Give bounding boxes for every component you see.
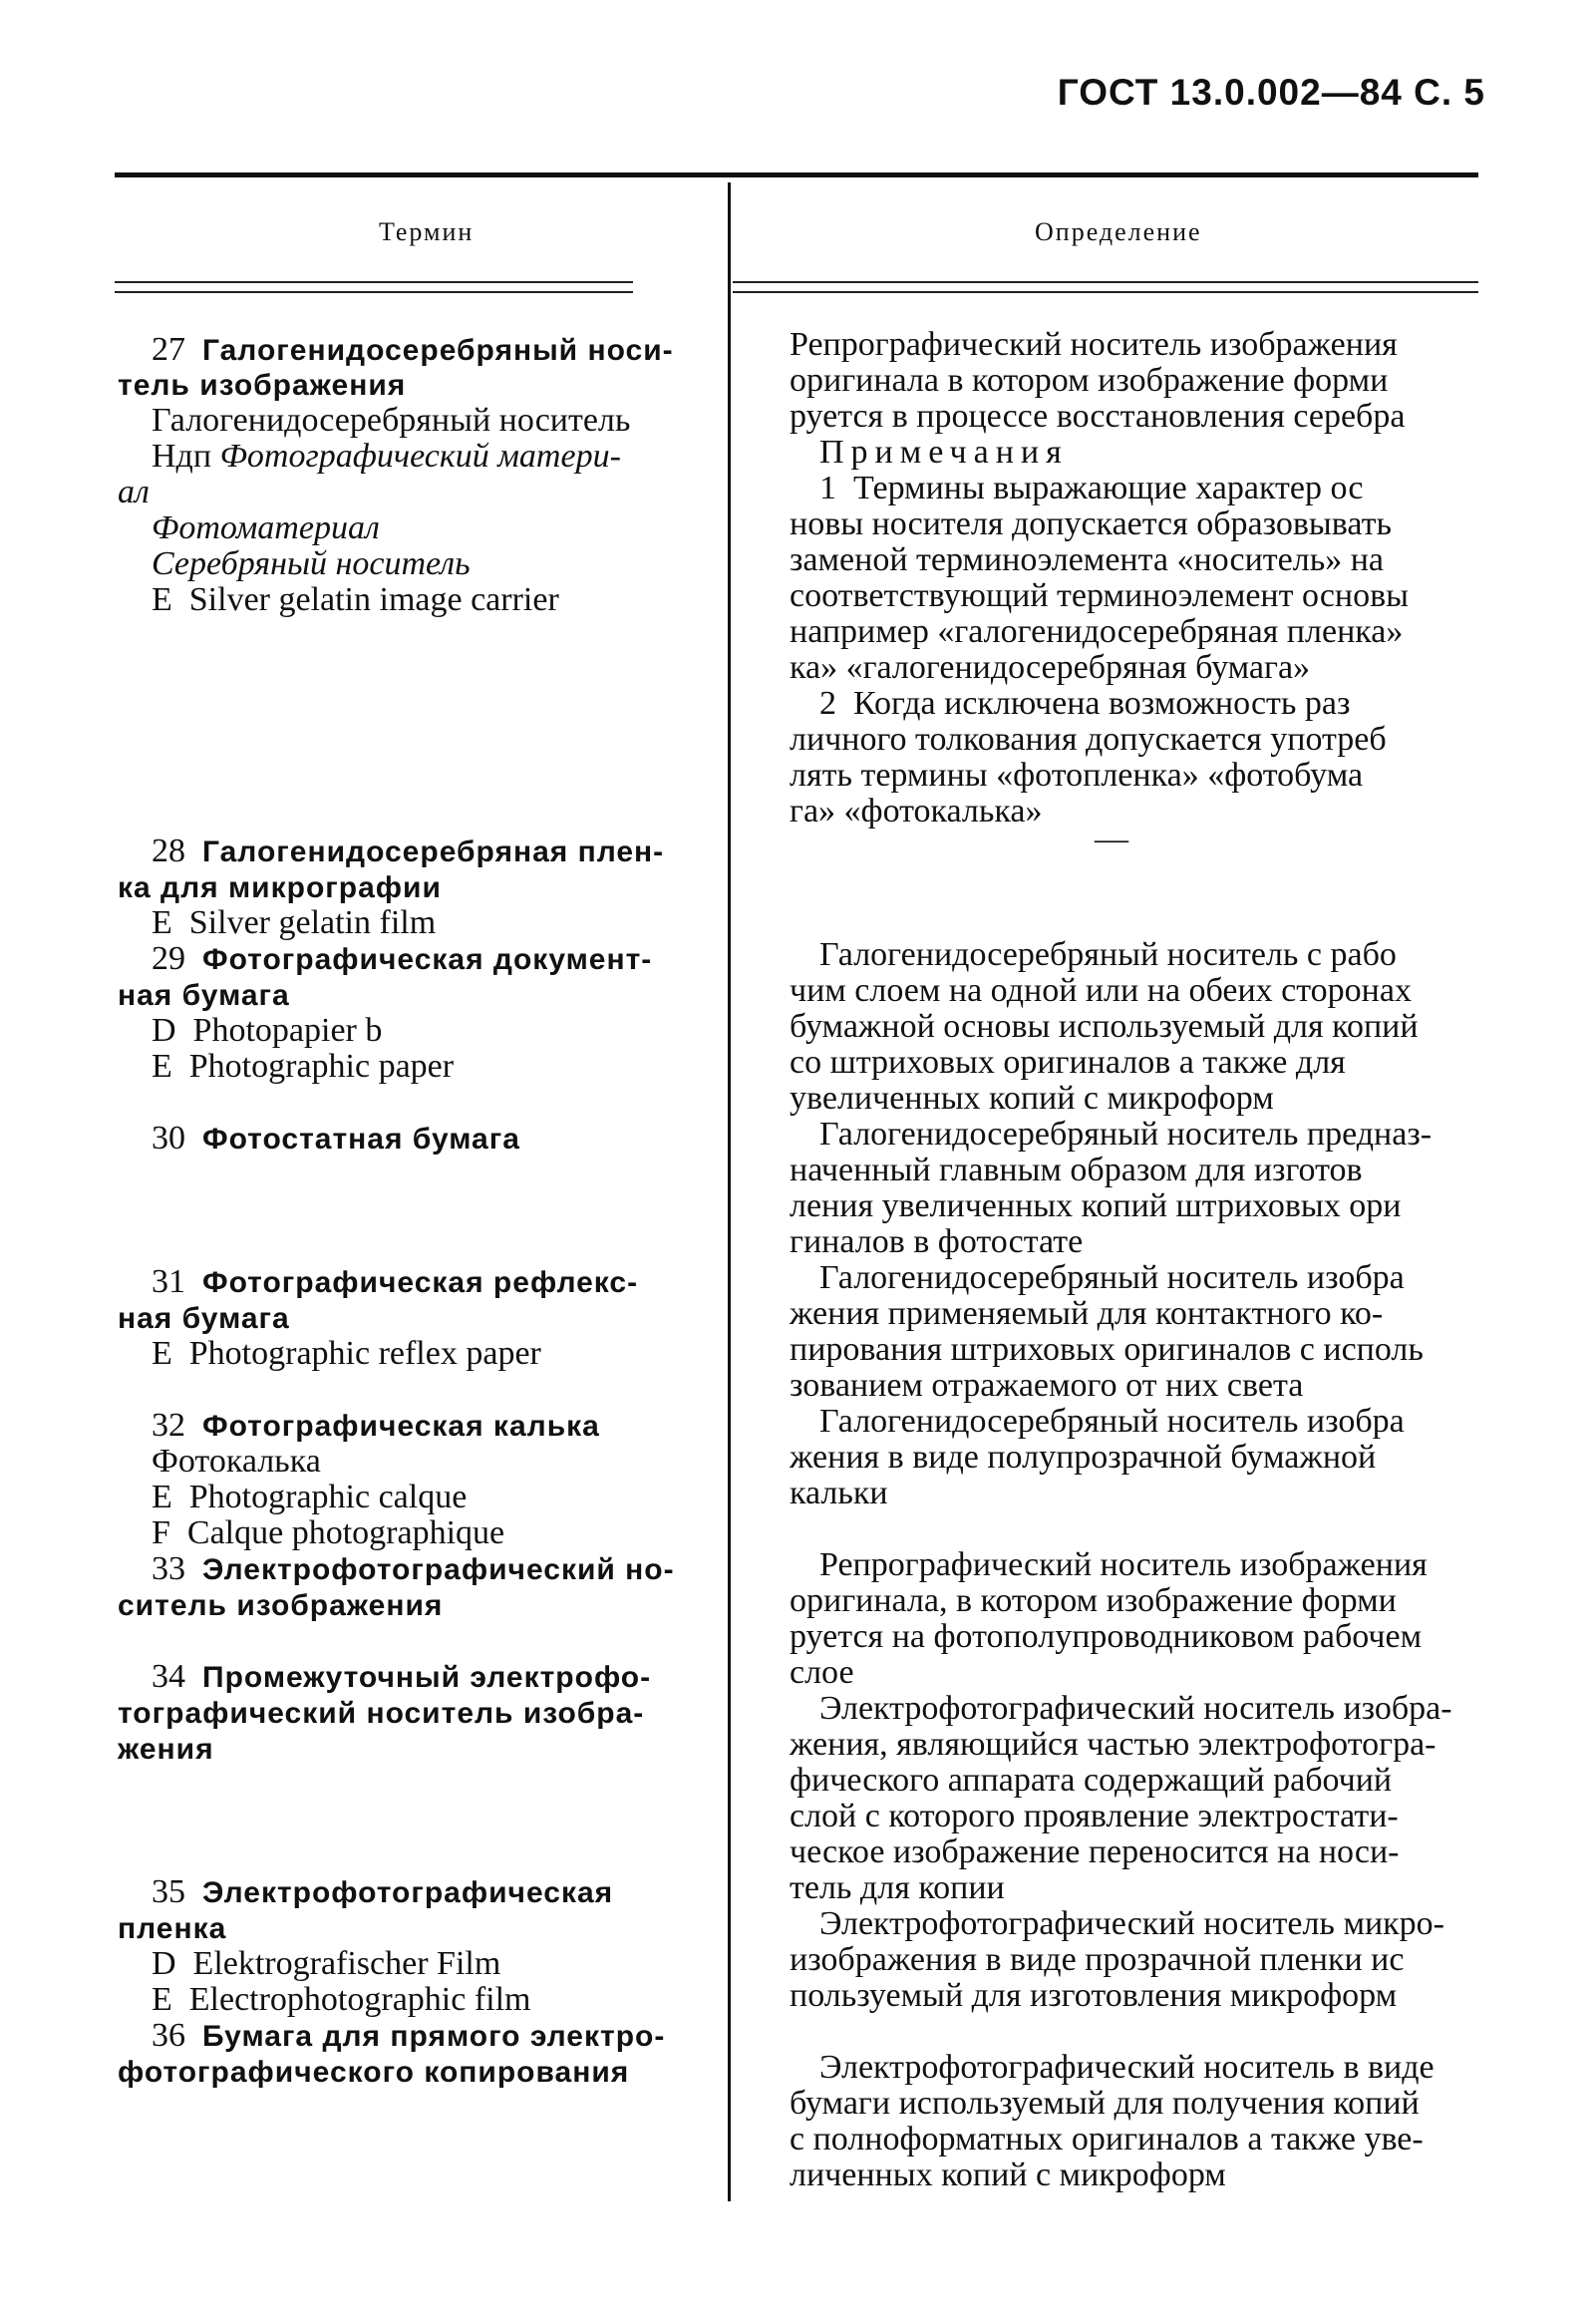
definition-29-line-4: со штриховых оригиналов а также для <box>790 1044 1346 1081</box>
definition-30-line-2: наченный главным образом для изготов <box>790 1152 1363 1188</box>
definition-30-line-4: гиналов в фотостате <box>790 1223 1084 1260</box>
definition-34-line-3: фического аппарата содержащий рабочий <box>790 1762 1393 1799</box>
definition-27-note-2: новы носителя допускается образовывать <box>790 505 1392 542</box>
definition-27-notes-title: Примечания <box>819 434 1069 471</box>
top-rule <box>115 172 1478 177</box>
header-divider-left-1 <box>115 281 633 283</box>
definition-31-line-1: Галогенидосеребряный носитель изобра <box>819 1259 1405 1296</box>
definition-36-line-1: Электрофотографический носитель в виде <box>819 2049 1435 2086</box>
term-36-line-1: 36 Бумага для прямого электро- <box>152 2017 666 2054</box>
definition-35-line-1: Электрофотографический носитель микро- <box>819 1905 1444 1942</box>
term-27-synonym-4: Серебряный носитель <box>152 545 471 582</box>
definition-29-line-2: чим слоем на одной или на обеих сторонах <box>790 972 1412 1009</box>
term-27-synonym-1: Галогенидосеребряный носитель <box>152 402 631 439</box>
definition-27-note-6: ка» «галогенидосеребряная бумага» <box>790 649 1311 686</box>
definition-27-note-9: лять термины «фотопленка» «фотобума <box>790 757 1364 794</box>
column-header-definition: Определение <box>1035 217 1202 246</box>
definition-33-line-1: Репрографический носитель изображения <box>819 1546 1428 1583</box>
definition-33-line-4: слое <box>790 1654 854 1691</box>
definition-31-line-4: зованием отражаемого от них света <box>790 1367 1304 1404</box>
term-32-french: F Calque photographique <box>152 1514 505 1551</box>
definition-29-line-1: Галогенидосеребряный носитель с рабо <box>819 936 1397 973</box>
term-35-line-1: 35 Электрофотографическая <box>152 1873 614 1910</box>
definition-31-line-3: пирования штриховых оригиналов с исполь <box>790 1331 1424 1368</box>
definition-34-line-2: жения, являющийся частью электрофотогра- <box>790 1726 1436 1763</box>
definition-35-line-2: изображения в виде прозрачной пленки ис <box>790 1941 1405 1978</box>
definition-34-line-5: ческое изображение переносится на носи- <box>790 1833 1400 1870</box>
term-35-line-2: пленка <box>118 1912 227 1945</box>
page-header: ГОСТ 13.0.002—84 С. 5 <box>1057 72 1485 113</box>
definition-30-line-3: ления увеличенных копий штриховых ори <box>790 1187 1402 1224</box>
term-35-english: E Electrophotographic film <box>152 1981 531 2018</box>
term-29-german: D Photopapier b <box>152 1012 383 1049</box>
term-36-line-2: фотографического копирования <box>118 2056 630 2089</box>
term-34-line-1: 34 Промежуточный электрофо- <box>152 1658 652 1695</box>
term-28-line-1: 28 Галогенидосеребряная плен- <box>152 832 665 869</box>
definition-27-note-5: например «галогенидосеребряная пленка» <box>790 613 1404 650</box>
definition-33-line-3: руется на фотополупроводниковом рабочем <box>790 1618 1423 1655</box>
definition-36-line-3: с полноформатных оригиналов а также уве- <box>790 2121 1424 2158</box>
header-divider-left-2 <box>115 291 633 293</box>
column-header-term: Термин <box>379 217 475 246</box>
definition-36-line-2: бумаги используемый для получения копий <box>790 2085 1420 2122</box>
definition-34-line-1: Электрофотографический носитель изобра- <box>819 1690 1452 1727</box>
definition-29-line-5: увеличенных копий с микроформ <box>790 1080 1274 1117</box>
term-27-english: E Silver gelatin image carrier <box>152 581 559 618</box>
term-28-english: E Silver gelatin film <box>152 904 437 941</box>
definition-32-line-1: Галогенидосеребряный носитель изобра <box>819 1403 1405 1440</box>
definition-27-note-1: 1 Термины выражающие характер ос <box>819 470 1364 506</box>
header-divider-right-1 <box>733 281 1478 283</box>
definition-27-note-7: 2 Когда исключена возможность раз <box>819 685 1351 722</box>
term-32-english: E Photographic calque <box>152 1479 468 1515</box>
definition-27-line-3: руется в процессе восстановления серебра <box>790 398 1406 435</box>
term-31-english: E Photographic reflex paper <box>152 1335 541 1372</box>
definition-32-line-3: кальки <box>790 1475 888 1511</box>
term-31-line-1: 31 Фотографическая рефлекс- <box>152 1263 639 1300</box>
term-27-synonym-3: Фотоматериал <box>152 509 380 546</box>
term-27-synonym-2-end: ал <box>118 474 150 510</box>
term-29-line-1: 29 Фотографическая документ- <box>152 940 653 977</box>
definition-36-line-4: личенных копий с микроформ <box>790 2157 1226 2193</box>
term-31-line-2: ная бумага <box>118 1302 290 1335</box>
definition-27-note-3: заменой терминоэлемента «носитель» на <box>790 541 1385 578</box>
term-28-line-2: ка для микрографии <box>118 871 442 904</box>
term-34-line-3: жения <box>118 1733 214 1766</box>
definition-34-line-6: тель для копии <box>790 1869 1005 1906</box>
definition-29-line-3: бумажной основы используемый для копий <box>790 1008 1419 1045</box>
term-27-line-1: 27 Галогенидосеребряный носи- <box>152 331 674 368</box>
term-29-line-2: ная бумага <box>118 979 290 1012</box>
term-32-synonym: Фотокалька <box>152 1443 321 1480</box>
term-30: 30 Фотостатная бумага <box>152 1120 520 1157</box>
definition-27-note-4: соответствующий терминоэлемент основы <box>790 577 1410 614</box>
term-33-line-2: ситель изображения <box>118 1589 444 1622</box>
definition-27-line-2: оригинала в котором изображение форми <box>790 362 1389 399</box>
definition-33-line-2: оригинала, в котором изображение форми <box>790 1582 1397 1619</box>
definition-27-note-8: личного толкования допускается употреб <box>790 721 1387 758</box>
term-34-line-2: тографический носитель изобра- <box>118 1697 645 1730</box>
term-33-line-1: 33 Электрофотографический но- <box>152 1550 675 1587</box>
definition-28-dash: — <box>1095 821 1128 857</box>
definition-27-note-10: га» «фотокалька» <box>790 793 1043 830</box>
term-29-english: E Photographic paper <box>152 1048 455 1085</box>
header-divider-right-2 <box>733 291 1478 293</box>
definition-30-line-1: Галогенидосеребряный носитель предназ- <box>819 1116 1433 1153</box>
term-32: 32 Фотографическая калька <box>152 1407 600 1444</box>
definition-31-line-2: жения применяемый для контактного ко- <box>790 1295 1384 1332</box>
definition-34-line-4: слой с которого проявление электростати- <box>790 1798 1399 1834</box>
definition-27-line-1: Репрографический носитель изображения <box>790 326 1398 363</box>
definition-35-line-3: пользуемый для изготовления микроформ <box>790 1977 1398 2014</box>
column-separator <box>728 182 731 2201</box>
term-27-line-2: тель изображения <box>118 369 407 402</box>
term-35-german: D Elektrografischer Film <box>152 1945 501 1982</box>
definition-32-line-2: жения в виде полупрозрачной бумажной <box>790 1439 1377 1476</box>
term-27-synonym-2: Ндп Фотографический матери- <box>152 438 621 475</box>
